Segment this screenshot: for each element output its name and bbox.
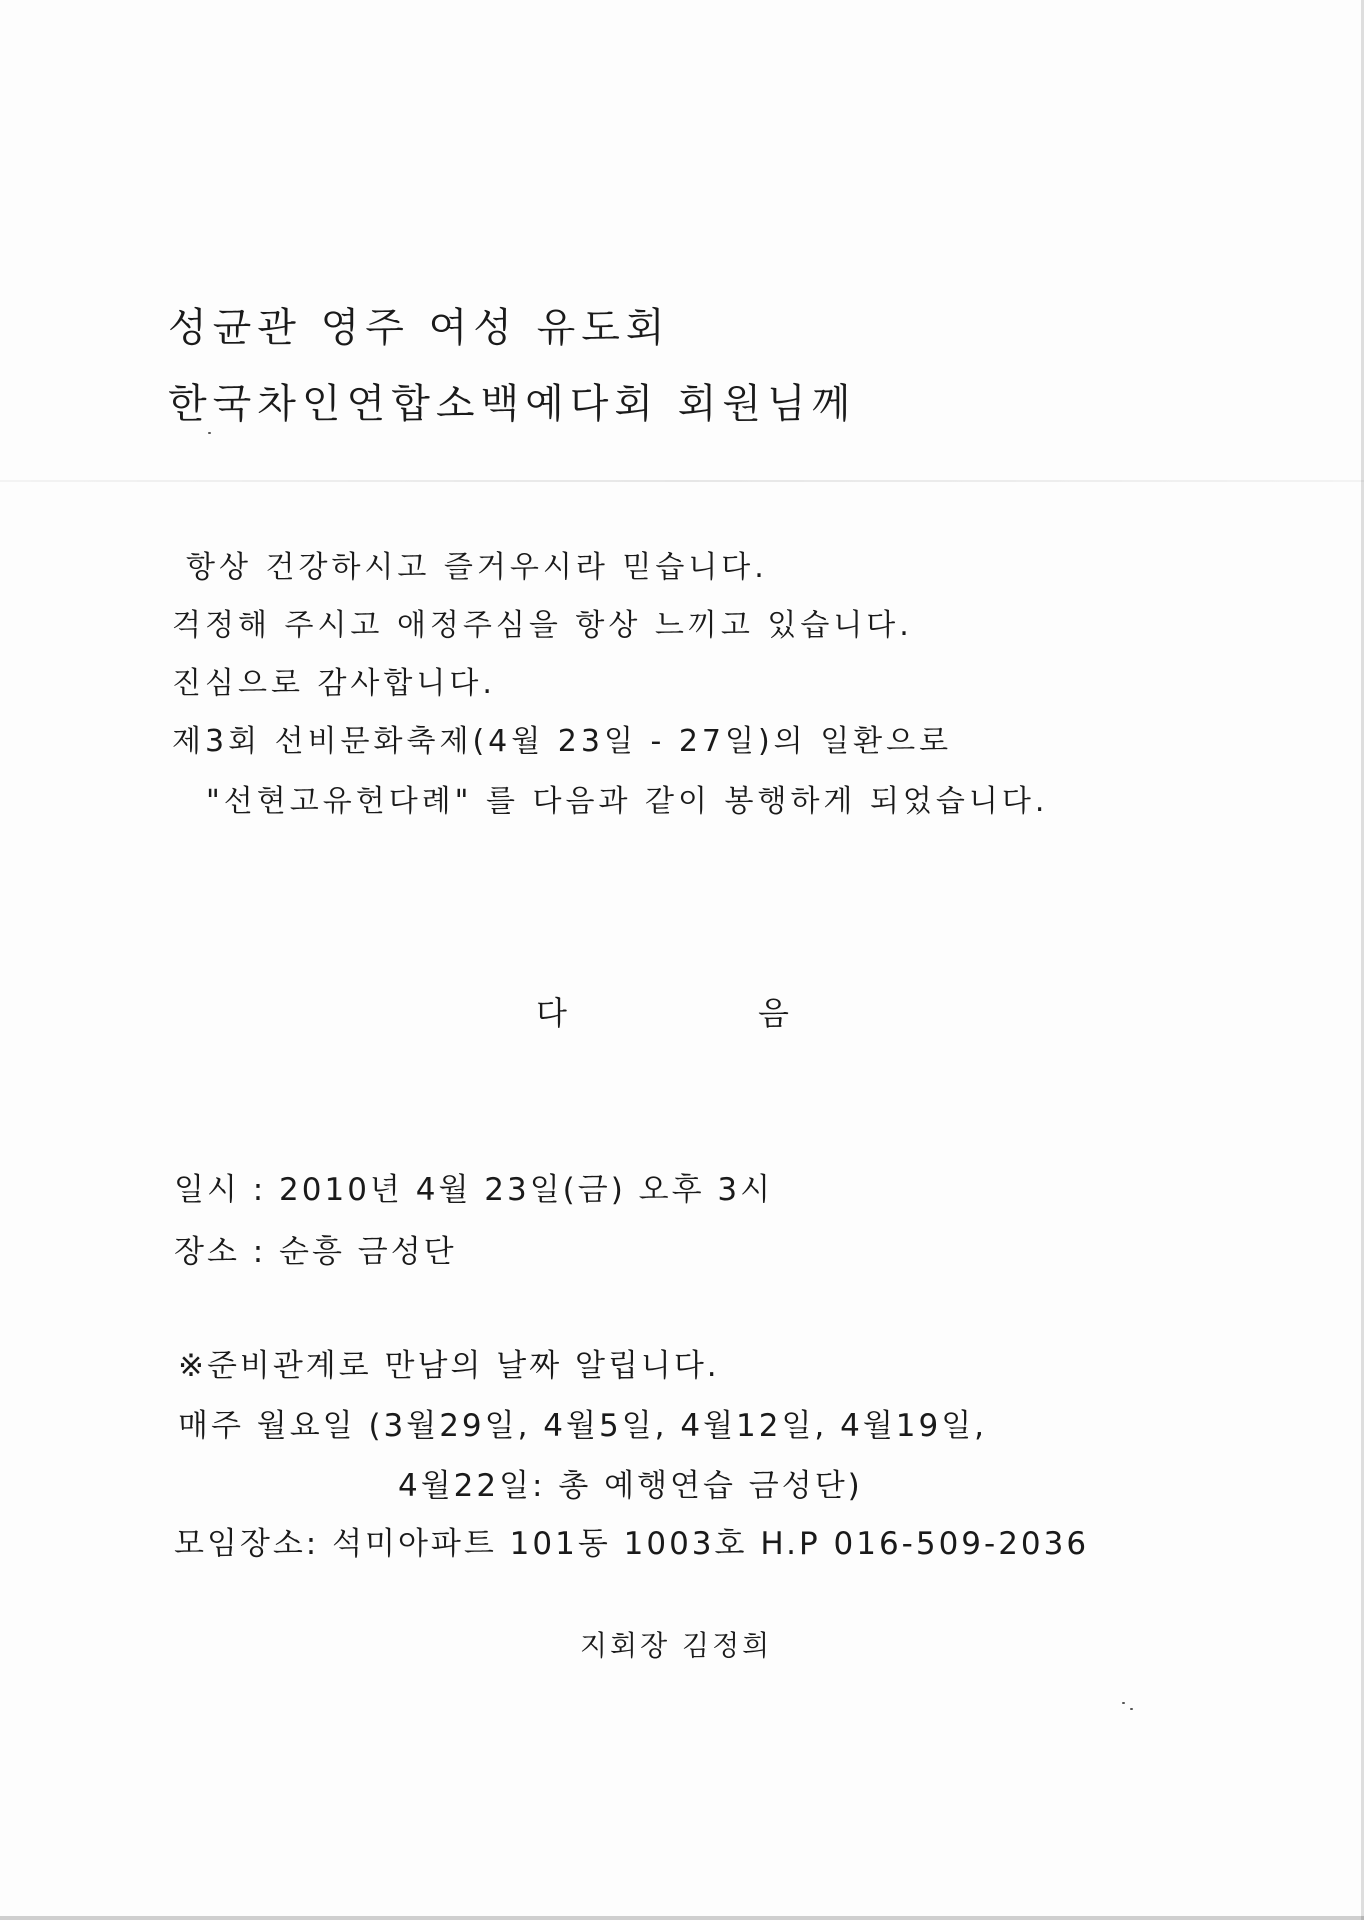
event-place: 장소 : 순흥 금성단	[174, 1234, 457, 1270]
notice-line-2: 매주 월요일 (3월29일, 4월5일, 4월12일, 4월19일,	[178, 1408, 988, 1444]
scan-edge-bottom	[0, 1916, 1364, 1920]
event-date: 일시 : 2010년 4월 23일(금) 오후 3시	[174, 1172, 774, 1208]
recipient-line-1: 성균관 영주 여성 유도회	[168, 305, 671, 351]
notice-line-1: ※준비관계로 만남의 날짜 알립니다.	[178, 1348, 720, 1384]
notice-line-3: 4월22일: 총 예행연습 금성단)	[398, 1468, 863, 1504]
body-line-4: 제3회 선비문화축제(4월 23일 - 27일)의 일환으로	[172, 724, 953, 759]
recipient-line-2: 한국차인연합소백예다회 회원님께	[168, 381, 857, 427]
scan-speck	[1130, 1708, 1133, 1710]
heading-right: 음	[758, 994, 789, 1032]
scan-speck	[1122, 1702, 1125, 1704]
body-line-5: "선현고유헌다례" 를 다음과 같이 봉행하게 되었습니다.	[206, 784, 1049, 819]
body-line-3: 진심으로 감사합니다.	[172, 666, 496, 701]
heading-left: 다	[536, 994, 567, 1032]
fold-crease	[0, 480, 1364, 482]
scan-speck	[208, 432, 211, 434]
signature: 지회장 김정희	[580, 1629, 773, 1662]
body-line-2: 걱정해 주시고 애정주심을 항상 느끼고 있습니다.	[172, 608, 913, 643]
meeting-place: 모임장소: 석미아파트 101동 1003호 H.P 016-509-2036	[174, 1526, 1090, 1562]
body-line-1: 항상 건강하시고 즐거우시라 믿습니다.	[186, 550, 768, 585]
